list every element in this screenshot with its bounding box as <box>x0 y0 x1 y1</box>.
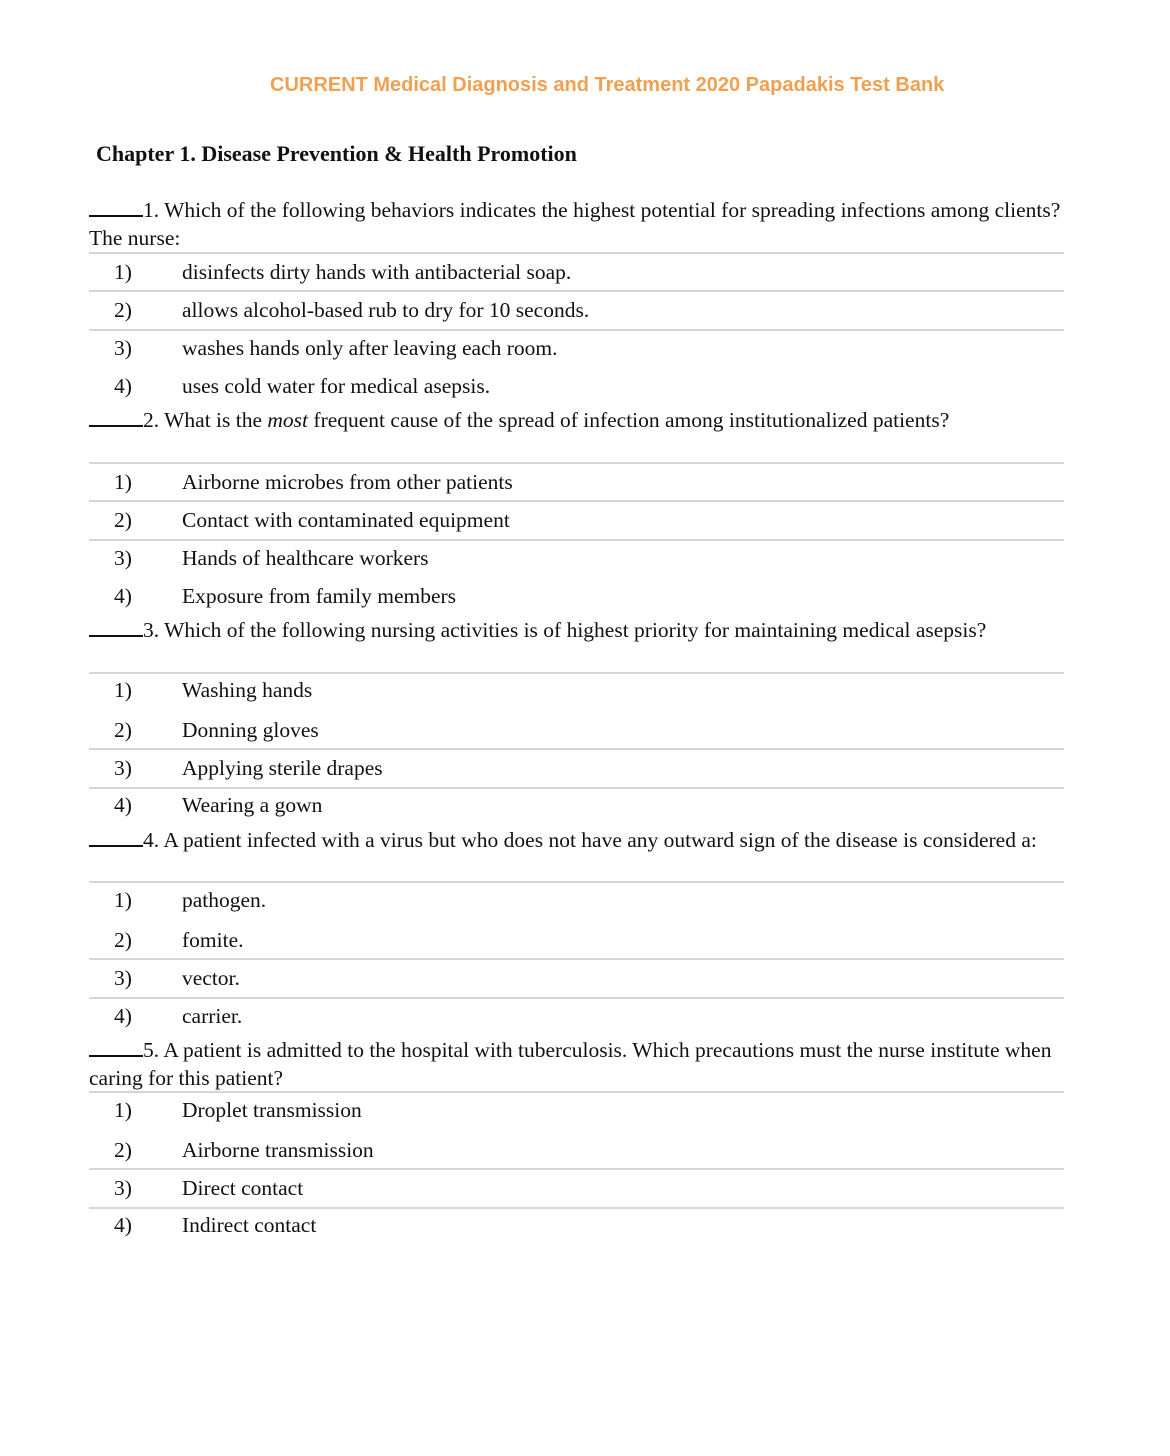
answer-blank <box>89 1037 143 1057</box>
option-text: Airborne transmission <box>182 1138 374 1162</box>
option-text: vector. <box>182 966 240 990</box>
row-divider <box>89 252 1064 254</box>
document-header: CURRENT Medical Diagnosis and Treatment 2020 Papadakis Test Bank <box>270 74 945 96</box>
row-divider <box>89 1207 1064 1209</box>
option-number: 1) <box>114 888 132 912</box>
option-number: 4) <box>114 584 132 608</box>
option-text: Indirect contact <box>182 1213 317 1237</box>
answer-blank <box>89 407 143 427</box>
row-divider <box>89 290 1064 292</box>
question-text: 3. Which of the following nursing activities is of highest priority for maintaining medical asepsis? <box>143 618 987 642</box>
question-stem <box>89 1036 1064 1092</box>
option-text: washes hands only after leaving each room. <box>182 336 558 360</box>
option-number: 3) <box>114 1176 132 1200</box>
option-text: Donning gloves <box>182 718 319 742</box>
option-number: 3) <box>114 966 132 990</box>
row-divider <box>89 748 1064 750</box>
row-divider <box>89 1168 1064 1170</box>
answer-blank <box>89 617 143 637</box>
option-number: 1) <box>114 260 132 284</box>
row-divider <box>89 329 1064 331</box>
answer-blank <box>89 827 143 847</box>
question-text: 1. Which of the following behaviors indicates the highest potential for spreading infections among clients? The nurse: <box>89 198 1061 250</box>
row-divider <box>89 500 1064 502</box>
chapter-title: Chapter 1. Disease Prevention & Health Promotion <box>96 141 577 166</box>
option-number: 4) <box>114 374 132 398</box>
option-number: 4) <box>114 1213 132 1237</box>
row-divider <box>89 1091 1064 1093</box>
option-text: pathogen. <box>182 888 267 912</box>
row-divider <box>89 958 1064 960</box>
option-text: Wearing a gown <box>182 793 323 817</box>
option-text: Washing hands <box>182 678 313 702</box>
option-number: 3) <box>114 336 132 360</box>
option-text: fomite. <box>182 928 244 952</box>
option-number: 2) <box>114 508 132 532</box>
option-text: uses cold water for medical asepsis. <box>182 374 491 398</box>
option-number: 1) <box>114 678 132 702</box>
question-stem <box>89 196 1064 252</box>
row-divider <box>89 881 1064 883</box>
row-divider <box>89 997 1064 999</box>
question-text: frequent cause of the spread of infection among institutionalized patients? <box>308 408 950 432</box>
option-number: 4) <box>114 1004 132 1028</box>
option-text: Droplet transmission <box>182 1098 362 1122</box>
option-text: Applying sterile drapes <box>182 756 383 780</box>
option-text: Exposure from family members <box>182 584 457 608</box>
question-text: 5. A patient is admitted to the hospital with tuberculosis. Which precautions must the nurse institute when caring for this patient? <box>89 1038 1052 1090</box>
option-text: Hands of healthcare workers <box>182 546 429 570</box>
option-number: 2) <box>114 1138 132 1162</box>
option-text: Contact with contaminated equipment <box>182 508 510 532</box>
row-divider <box>89 462 1064 464</box>
row-divider <box>89 539 1064 541</box>
option-text: Direct contact <box>182 1176 304 1200</box>
option-number: 1) <box>114 470 132 494</box>
option-text: carrier. <box>182 1004 243 1028</box>
question-text: 4. A patient infected with a virus but who does not have any outward sign of the disease is considered a: <box>143 828 1037 852</box>
row-divider <box>89 787 1064 789</box>
option-number: 2) <box>114 928 132 952</box>
answer-blank <box>89 197 143 217</box>
question-stem <box>89 826 1064 854</box>
option-number: 4) <box>114 793 132 817</box>
option-number: 1) <box>114 1098 132 1122</box>
row-divider <box>89 672 1064 674</box>
question-text: most <box>267 408 309 432</box>
option-number: 2) <box>114 718 132 742</box>
option-number: 3) <box>114 756 132 780</box>
option-number: 3) <box>114 546 132 570</box>
option-text: Airborne microbes from other patients <box>182 470 513 494</box>
question-stem <box>89 406 1064 434</box>
question-stem <box>89 616 1064 644</box>
question-text: 2. What is the <box>143 408 268 432</box>
option-text: allows alcohol-based rub to dry for 10 seconds. <box>182 298 590 322</box>
option-number: 2) <box>114 298 132 322</box>
option-text: disinfects dirty hands with antibacterial soap. <box>182 260 572 284</box>
